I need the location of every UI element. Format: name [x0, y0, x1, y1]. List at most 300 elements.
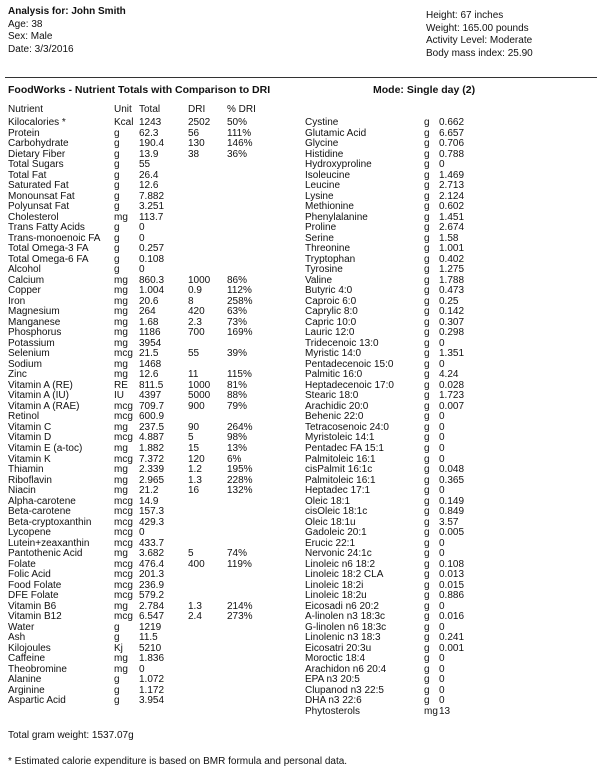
nutrient-name: A-linolen n3 18:3c [305, 611, 386, 623]
nutrient-total: 0 [139, 527, 145, 539]
column-header-total: Total [139, 104, 161, 115]
nutrient-total: 1.172 [139, 684, 165, 696]
nutrient-total: 4.887 [139, 432, 165, 444]
nutrient-total: 1.882 [139, 442, 165, 454]
nutrient-total: 3954 [139, 337, 162, 349]
nutrient-unit: g [424, 264, 430, 276]
nutrient-name: Oleic 18:1 [305, 495, 351, 507]
nutrient-unit: g [424, 453, 430, 465]
nutrient-total: 7.372 [139, 453, 165, 465]
nutrient-dri: 0.9 [188, 285, 202, 297]
nutrient-name: Palmitic 16:0 [305, 369, 363, 381]
nutrient-name: G-linolen n6 18:3c [305, 621, 387, 633]
nutrient-name: DFE Folate [8, 590, 59, 602]
nutrient-name: Aspartic Acid [8, 695, 66, 707]
nutrient-name: Total Omega-3 FA [8, 243, 89, 255]
nutrient-total: 6.657 [439, 127, 465, 139]
nutrient-total: 0 [439, 432, 445, 444]
nutrient-name: Heptadec 17:1 [305, 485, 371, 497]
nutrient-total: 0 [439, 442, 445, 454]
nutrient-name: Vitamin C [8, 421, 52, 433]
nutrient-unit: g [114, 138, 120, 150]
nutrient-total: 1219 [139, 621, 162, 633]
nutrient-unit: g [424, 558, 430, 570]
nutrient-total: 62.3 [139, 127, 159, 139]
nutrient-name: Trans-monoenoic FA [8, 232, 101, 244]
nutrient-name: Trans Fatty Acids [8, 222, 85, 234]
nutrient-total: 3.682 [139, 548, 165, 560]
nutrient-total: 2.713 [439, 180, 465, 192]
nutrient-dri: 130 [188, 138, 205, 150]
nutrient-total: 0.706 [439, 138, 465, 150]
nutrient-total: 5210 [139, 642, 162, 654]
nutrient-name: Kilocalories * [8, 117, 66, 128]
nutrient-total: 13 [439, 705, 451, 717]
nutrient-unit: g [114, 695, 120, 707]
nutrient-percent-dri: 73% [227, 316, 248, 328]
nutrient-name: Vitamin A (IU) [8, 390, 69, 402]
report-mode: Mode: Single day (2) [373, 84, 476, 96]
nutrient-unit: mg [114, 274, 128, 286]
nutrient-total: 1186 [139, 327, 161, 339]
nutrient-total: 0.473 [439, 285, 465, 297]
nutrient-total: 0 [439, 621, 445, 633]
nutrient-table-right [305, 118, 595, 717]
nutrient-unit: mcg [114, 432, 133, 444]
nutrient-name: Pantothenic Acid [8, 548, 83, 560]
nutrient-name: Vitamin D [8, 432, 52, 444]
column-header-nutrient: Nutrient [8, 104, 44, 115]
nutrient-total: 1.451 [439, 211, 465, 223]
nutrient-unit: g [424, 642, 430, 654]
nutrient-unit: mcg [114, 611, 133, 623]
nutrient-unit: g [424, 222, 430, 234]
nutrient-total: 26.4 [139, 169, 159, 181]
nutrient-total: 0.298 [439, 327, 465, 339]
nutrient-name: Zinc [8, 369, 27, 381]
nutrient-unit: g [424, 243, 430, 255]
nutrient-total: 0 [439, 421, 445, 433]
nutrient-total: 1.68 [139, 316, 159, 328]
nutrient-name: Pentadec FA 15:1 [305, 442, 384, 454]
nutrient-percent-dri: 258% [227, 295, 253, 307]
nutrient-total: 1.788 [439, 274, 465, 286]
nutrient-unit: g [424, 485, 430, 497]
column-header-unit: Unit [114, 104, 132, 115]
nutrient-total: 0 [439, 600, 445, 612]
nutrient-unit: g [114, 264, 120, 276]
nutrient-dri: 1000 [188, 379, 211, 391]
nutrient-unit: g [424, 201, 430, 213]
nutrient-dri: 5 [188, 432, 194, 444]
nutrient-name: Linoleic n6 18:2 [305, 558, 376, 570]
nutrient-unit: mg [114, 600, 128, 612]
nutrient-dri: 15 [188, 442, 200, 454]
nutrient-total: 0.108 [139, 253, 165, 265]
total-gram-weight: Total gram weight: 1537.07g [8, 730, 134, 741]
nutrient-name: Caproic 6:0 [305, 295, 357, 307]
nutrient-total: 2.784 [139, 600, 165, 612]
nutrient-unit: g [424, 663, 430, 675]
nutrient-name: Palmitoleic 16:1 [305, 453, 376, 465]
nutrient-percent-dri: 88% [227, 390, 248, 402]
nutrient-name: Tridecenoic 13:0 [305, 337, 379, 349]
nutrient-total: 1.001 [439, 243, 465, 255]
nutrient-total: 12.6 [139, 180, 159, 192]
nutrient-unit: g [424, 432, 430, 444]
nutrient-total: 0.149 [439, 495, 465, 507]
nutrient-percent-dri: 228% [227, 474, 253, 486]
nutrient-unit: mg [114, 663, 128, 675]
nutrient-name: Monounsat Fat [8, 190, 75, 202]
nutrient-unit: g [424, 379, 430, 391]
nutrient-name: Vitamin A (RAE) [8, 400, 80, 412]
nutrient-dri: 16 [188, 485, 200, 497]
nutrient-total: 0 [439, 159, 445, 171]
nutrient-percent-dri: 273% [227, 611, 253, 623]
nutrient-name: Eicosadi n6 20:2 [305, 600, 379, 612]
nutrient-dri: 8 [188, 295, 194, 307]
nutrient-unit: mg [424, 705, 438, 717]
patient-age: Age: 38 [8, 18, 43, 30]
nutrient-name: Linoleic 18:2i [305, 579, 364, 591]
nutrient-total: 4397 [139, 390, 162, 402]
nutrient-name: Arachidic 20:0 [305, 400, 369, 412]
nutrient-total: 3.251 [139, 201, 165, 213]
nutrient-dri: 1000 [188, 274, 211, 286]
nutrient-unit: mcg [114, 495, 133, 507]
nutrient-unit: g [424, 159, 430, 171]
nutrient-name: Proline [305, 222, 337, 234]
nutrient-unit: g [424, 548, 430, 560]
column-header-percent-dri: % DRI [227, 104, 256, 115]
nutrient-name: Manganese [8, 316, 61, 328]
nutrient-unit: g [114, 243, 120, 255]
nutrient-name: Vitamin A (RE) [8, 379, 73, 391]
nutrient-name: Food Folate [8, 579, 62, 591]
nutrient-name: Methionine [305, 201, 354, 213]
nutrient-name: Alcohol [8, 264, 41, 276]
nutrient-unit: g [114, 632, 120, 644]
nutrient-unit: g [114, 201, 120, 213]
patient-sex: Sex: Male [8, 31, 53, 42]
nutrient-total: 0.886 [439, 590, 465, 602]
nutrient-total: 237.5 [139, 421, 165, 433]
nutrient-dri: 38 [188, 148, 200, 160]
nutrient-dri: 700 [188, 327, 205, 339]
body-metrics [426, 10, 533, 60]
nutrient-unit: g [424, 495, 430, 507]
nutrient-total: 1468 [139, 358, 162, 370]
nutrient-total: 3.954 [139, 695, 165, 707]
nutrient-unit: g [424, 190, 430, 202]
nutrient-unit: mcg [114, 590, 133, 602]
nutrient-row [305, 486, 595, 497]
nutrient-row [305, 465, 595, 476]
nutrient-name: Glycine [305, 138, 339, 150]
nutrient-name: Capric 10:0 [305, 316, 357, 328]
nutrient-unit: g [424, 138, 430, 150]
nutrient-name: Beta-cryptoxanthin [8, 516, 92, 528]
nutrient-unit: g [424, 684, 430, 696]
nutrient-unit: g [424, 621, 430, 633]
nutrient-name: Tyrosine [305, 264, 343, 276]
nutrient-total: 11.5 [139, 632, 158, 644]
nutrient-total: 1.836 [139, 653, 165, 665]
nutrient-unit: g [424, 306, 430, 318]
nutrient-unit: mcg [114, 400, 133, 412]
nutrient-percent-dri: 115% [227, 369, 252, 381]
nutrient-row [305, 118, 595, 129]
nutrient-total: 6.547 [139, 611, 165, 623]
nutrient-name: Folate [8, 558, 36, 570]
nutrient-dri: 55 [188, 348, 200, 360]
nutrient-name: DHA n3 22:6 [305, 695, 362, 707]
nutrient-unit: g [424, 117, 430, 128]
nutrient-name: Niacin [8, 485, 36, 497]
nutrient-total: 0 [439, 653, 445, 665]
nutrient-dri: 2.3 [188, 316, 202, 328]
nutrient-name: Kilojoules [8, 642, 51, 654]
nutrient-total: 0.142 [439, 306, 465, 318]
nutrient-name: Histidine [305, 148, 344, 160]
nutrient-unit: mg [114, 285, 128, 297]
nutrient-name: Calcium [8, 274, 45, 286]
nutrient-unit: g [114, 159, 120, 171]
nutrient-unit: mcg [114, 527, 133, 539]
nutrient-percent-dri: 98% [227, 432, 248, 444]
column-header-dri: DRI [188, 104, 206, 115]
nutrient-unit: g [424, 464, 430, 476]
nutrient-dri: 1.2 [188, 464, 202, 476]
nutrient-total: 1.723 [439, 390, 465, 402]
nutrient-unit: RE [114, 379, 128, 391]
nutrient-percent-dri: 119% [227, 558, 252, 570]
nutrient-total: 0.25 [439, 295, 459, 307]
nutrient-name: Nervonic 24:1c [305, 548, 372, 560]
nutrient-name: Riboflavin [8, 474, 52, 486]
nutrient-percent-dri: 50% [227, 117, 248, 128]
nutrient-total: 0.307 [439, 316, 465, 328]
nutrient-total: 0 [439, 663, 445, 675]
nutrient-total: 0 [439, 684, 445, 696]
nutrient-dri: 120 [188, 453, 205, 465]
nutrient-unit: g [424, 180, 430, 192]
nutrient-name: Theobromine [8, 663, 67, 675]
nutrient-total: 0.662 [439, 117, 465, 128]
nutrient-percent-dri: 39% [227, 348, 248, 360]
nutrient-total: 860.3 [139, 274, 165, 286]
nutrient-row [305, 160, 595, 171]
nutrient-dri: 400 [188, 558, 205, 570]
nutrient-total: 13.9 [139, 148, 159, 160]
nutrient-name: Linoleic 18:2u [305, 590, 367, 602]
nutrient-name: EPA n3 20:5 [305, 674, 360, 686]
nutrient-unit: g [424, 632, 430, 644]
nutrient-unit: g [424, 358, 430, 370]
nutrient-name: Caprylic 8:0 [305, 306, 358, 318]
nutrient-dri: 1.3 [188, 600, 202, 612]
nutrient-unit: g [424, 527, 430, 539]
calorie-footnote: * Estimated calorie expenditure is based on BMR formula and personal data. [8, 756, 348, 767]
nutrient-name: Butyric 4:0 [305, 285, 353, 297]
nutrient-percent-dri: 195% [227, 464, 253, 476]
nutrient-name: Myristic 14:0 [305, 348, 362, 360]
nutrient-name: Isoleucine [305, 169, 351, 181]
nutrient-name: Carbohydrate [8, 138, 69, 150]
nutrient-unit: g [114, 222, 120, 234]
nutrient-name: Selenium [8, 348, 50, 360]
nutrient-name: Protein [8, 127, 40, 139]
nutrient-total: 236.9 [139, 579, 165, 591]
nutrient-name: Iron [8, 295, 26, 307]
nutrient-name: Hydroxyproline [305, 159, 372, 171]
nutrient-total: 1243 [139, 117, 162, 128]
nutrient-unit: g [424, 600, 430, 612]
nutrient-total: 0.005 [439, 527, 465, 539]
nutrient-name: Stearic 18:0 [305, 390, 359, 402]
nutrient-dri: 90 [188, 421, 200, 433]
nutrient-unit: mg [114, 421, 128, 433]
nutrient-total: 0.001 [439, 642, 465, 654]
nutrient-row [305, 139, 595, 150]
nutrient-row [8, 444, 298, 455]
nutrient-unit: g [424, 653, 430, 665]
nutrient-total: 0.241 [439, 632, 465, 644]
nutrient-row [8, 255, 298, 266]
nutrient-name: Cholesterol [8, 211, 59, 223]
patient-info [8, 6, 126, 56]
nutrient-percent-dri: 81% [227, 379, 248, 391]
nutrient-total: 0 [439, 337, 445, 349]
nutrient-total: 0 [439, 674, 445, 686]
nutrient-unit: mg [114, 295, 128, 307]
nutrient-unit: g [424, 590, 430, 602]
nutrient-percent-dri: 6% [227, 453, 242, 465]
nutrient-name: Water [8, 621, 35, 633]
nutrient-unit: mg [114, 474, 128, 486]
nutrient-unit: g [424, 674, 430, 686]
nutrient-total: 0.028 [439, 379, 465, 391]
nutrient-unit: g [424, 390, 430, 402]
nutrient-name: Arginine [8, 684, 45, 696]
nutrient-unit: mg [114, 358, 128, 370]
nutrient-total: 21.2 [139, 485, 159, 497]
nutrient-total: 0 [439, 485, 445, 497]
nutrient-total: 0.849 [439, 506, 465, 518]
nutrient-unit: g [114, 148, 120, 160]
nutrient-unit: mg [114, 327, 128, 339]
nutrient-unit: g [424, 253, 430, 265]
nutrient-total: 1.58 [439, 232, 459, 244]
nutrient-name: Eicosatri 20:3u [305, 642, 372, 654]
nutrient-unit: g [424, 400, 430, 412]
nutrient-unit: g [424, 127, 430, 139]
nutrient-name: Heptadecenoic 17:0 [305, 379, 394, 391]
nutrient-percent-dri: 146% [227, 138, 253, 150]
nutrient-unit: mg [114, 485, 128, 497]
nutrient-name: Caffeine [8, 653, 46, 665]
nutrient-unit: mcg [114, 516, 133, 528]
nutrient-total: 1.072 [139, 674, 165, 686]
nutrient-name: Sodium [8, 358, 42, 370]
nutrient-unit: mg [114, 306, 128, 318]
nutrient-name: Linoleic 18:2 CLA [305, 569, 384, 581]
nutrient-name: Vitamin K [8, 453, 51, 465]
nutrient-total: 0.257 [139, 243, 165, 255]
nutrient-unit: mcg [114, 411, 133, 423]
nutrient-total: 2.965 [139, 474, 165, 486]
nutrient-total: 2.339 [139, 464, 165, 476]
nutrient-total: 21.5 [139, 348, 159, 360]
nutrient-unit: mg [114, 464, 128, 476]
nutrient-name: Magnesium [8, 306, 60, 318]
nutrient-percent-dri: 36% [227, 148, 248, 160]
nutrient-total: 0.602 [439, 201, 465, 213]
nutrient-unit: g [424, 569, 430, 581]
nutrient-total: 0 [439, 358, 445, 370]
nutrient-name: Beta-carotene [8, 506, 71, 518]
nutrient-total: 14.9 [139, 495, 159, 507]
nutrient-unit: g [424, 506, 430, 518]
nutrient-unit: mcg [114, 453, 133, 465]
nutrient-unit: g [114, 253, 120, 265]
nutrient-row [8, 118, 298, 129]
nutrient-name: Alpha-carotene [8, 495, 76, 507]
nutrient-unit: g [424, 274, 430, 286]
nutrient-percent-dri: 264% [227, 421, 253, 433]
nutrient-unit: g [114, 190, 120, 202]
nutrient-name: Tryptophan [305, 253, 356, 265]
nutrient-table-left [8, 118, 298, 707]
nutrient-name: Moroctic 18:4 [305, 653, 366, 665]
nutrient-name: cisOleic 18:1c [305, 506, 368, 518]
nutrient-percent-dri: 86% [227, 274, 248, 286]
nutrient-name: Glutamic Acid [305, 127, 367, 139]
nutrient-name: Folic Acid [8, 569, 51, 581]
nutrient-unit: mg [114, 442, 128, 454]
nutrient-unit: g [424, 369, 430, 381]
nutrient-percent-dri: 111% [227, 127, 252, 139]
nutrient-total: 0 [439, 411, 445, 423]
nutrient-name: Palmitoleic 16:1 [305, 474, 376, 486]
nutrient-percent-dri: 169% [227, 327, 253, 339]
nutrient-name: Tetracosenoic 24:0 [305, 421, 389, 433]
nutrient-unit: g [424, 327, 430, 339]
nutrient-total: 113.7 [139, 211, 164, 223]
nutrient-percent-dri: 74% [227, 548, 248, 560]
nutrient-unit: mg [114, 548, 128, 560]
nutrient-total: 7.882 [139, 190, 165, 202]
nutrient-unit: g [424, 232, 430, 244]
nutrient-total: 709.7 [139, 400, 165, 412]
nutrient-unit: g [114, 180, 120, 192]
nutrient-unit: g [424, 169, 430, 181]
nutrient-total: 0.048 [439, 464, 465, 476]
nutrient-unit: g [424, 148, 430, 160]
nutrient-name: Erucic 22:1 [305, 537, 356, 549]
nutrient-name: Saturated Fat [8, 180, 69, 192]
nutrient-unit: mcg [114, 537, 133, 549]
nutrient-total: 201.3 [139, 569, 165, 581]
nutrient-dri: 5000 [188, 390, 211, 402]
nutrient-total: 20.6 [139, 295, 159, 307]
nutrient-total: 0 [139, 264, 145, 276]
nutrient-name: Linolenic n3 18:3 [305, 632, 381, 644]
nutrient-total: 0.007 [439, 400, 465, 412]
nutrient-unit: mcg [114, 348, 133, 360]
nutrient-name: Leucine [305, 180, 341, 192]
